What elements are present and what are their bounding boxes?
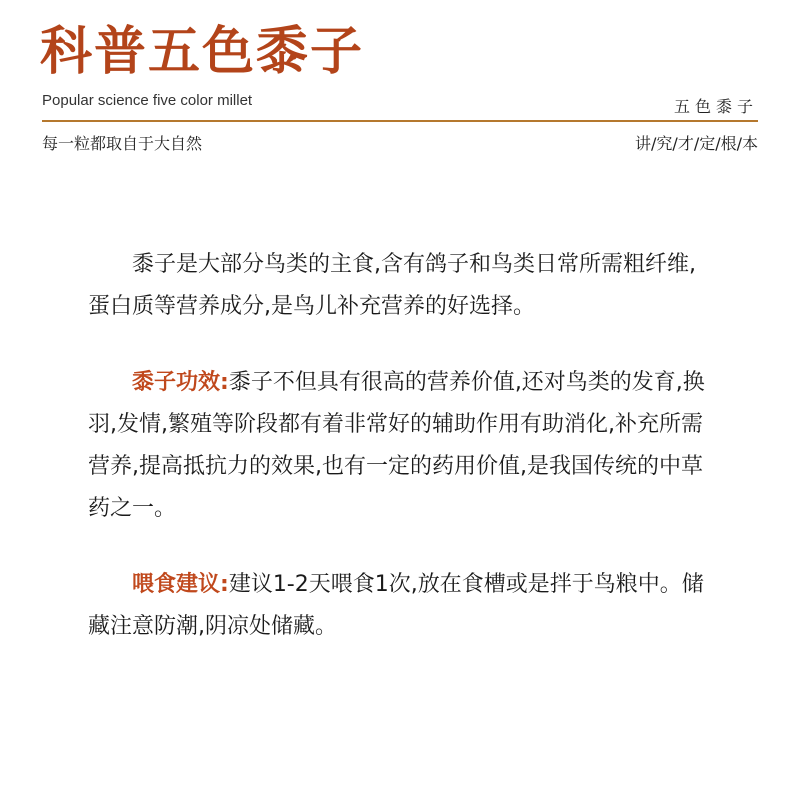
efficacy-label: 黍子功效:	[132, 370, 229, 395]
header-divider	[42, 120, 758, 122]
feeding-text: 建议1-2天喂食1次,放在食槽或是拌于鸟粮中。储藏注意防潮,阴凉处储藏。	[88, 572, 704, 639]
article-body	[88, 244, 714, 682]
feeding-label: 喂食建议:	[132, 572, 229, 597]
feeding-paragraph	[88, 564, 714, 648]
english-subtitle: Popular science five color millet	[42, 92, 253, 109]
motto: 讲/究/才/定/根/本	[635, 134, 758, 153]
product-tag: 五色黍子	[673, 97, 758, 116]
efficacy-paragraph	[88, 362, 714, 530]
page-title: 科普五色黍子	[40, 22, 365, 82]
slogan: 每一粒都取自于大自然	[42, 134, 203, 153]
efficacy-text: 黍子不但具有很高的营养价值,还对鸟类的发育,换羽,发情,繁殖等阶段都有着非常好的辅助作用有助消化,补充所需营养,提高抵抗力的效果,也有一定的药用价值,是我国传统的中草药之一。	[88, 370, 705, 521]
intro-paragraph: 黍子是大部分鸟类的主食,含有鸽子和鸟类日常所需粗纤维,蛋白质等营养成分,是鸟儿补充营养的好选择。	[88, 252, 696, 319]
